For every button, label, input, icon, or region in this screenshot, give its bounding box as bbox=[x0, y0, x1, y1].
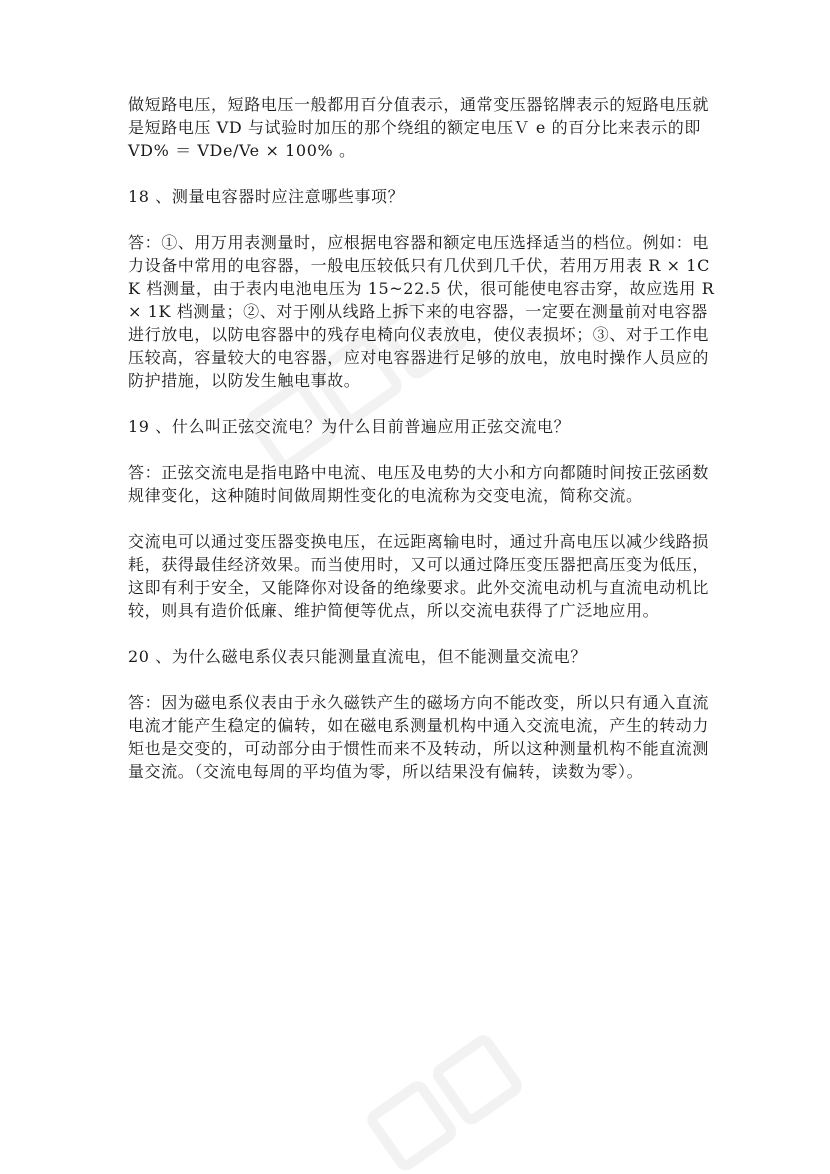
question-19: 19 、什么叫正弦交流电？为什么目前普遍应用正弦交流电？ bbox=[128, 417, 571, 436]
question-20: 20 、为什么磁电系仪表只能测量直流电，但不能测量交流电？ bbox=[128, 647, 587, 666]
document-body bbox=[128, 93, 718, 783]
answer-18: 答：①、用万用表测量时，应根据电容器和额定电压选择适当的档位。例如：电力设备中常用的电容器，一般电压较低只有几伏到几千伏，若用万用表 R × 1CK 档测量，由于表内电池电压为 15~22.5 伏，很可能使电容击穿，故应选用 R × 1K 档测量；②、对于刚从线路上拆下来的电容器，一定要在测量前对电容器进行放电，以防电容器中的残存电椅向仪表放电，使仪表损坏；③、对于工作电压较高，容量较大的电容器，应对电容器进行足够的放电，放电时操作人员应的防护措施，以防发生触电事故。 bbox=[128, 233, 715, 390]
paragraph-intro: 做短路电压，短路电压一般都用百分值表示，通常变压器铭牌表示的短路电压就是短路电压 VD 与试验时加压的那个绕组的额定电压Ｖ e 的百分比来表示的即 VD% ＝ VDe/Ve × 100% 。 bbox=[128, 95, 710, 160]
question-18: 18 、测量电容器时应注意哪些事项？ bbox=[128, 187, 405, 206]
answer-19-continued: 交流电可以通过变压器变换电压，在远距离输电时，通过升高电压以减少线路损耗，获得最佳经济效果。而当使用时，又可以通过降压变压器把高压变为低压，这即有利于安全，又能降你对设备的绝缘要求。此外交流电动机与直流电动机比较，则具有造价低廉、维护简便等优点，所以交流电获得了广泛地应用。 bbox=[128, 532, 710, 620]
answer-20: 答：因为磁电系仪表由于永久磁铁产生的磁场方向不能改变，所以只有通入直流电流才能产生稳定的偏转，如在磁电系测量机构中通入交流电流，产生的转动力矩也是交变的，可动部分由于惯性而来不及转动，所以这种测量机构不能直流测量交流。（交流电每周的平均值为零，所以结果没有偏转，读数为零）。 bbox=[128, 693, 710, 781]
answer-19: 答：正弦交流电是指电路中电流、电压及电势的大小和方向都随时间按正弦函数规律变化，这种随时间做周期性变化的电流称为交变电流，简称交流。 bbox=[128, 463, 710, 505]
